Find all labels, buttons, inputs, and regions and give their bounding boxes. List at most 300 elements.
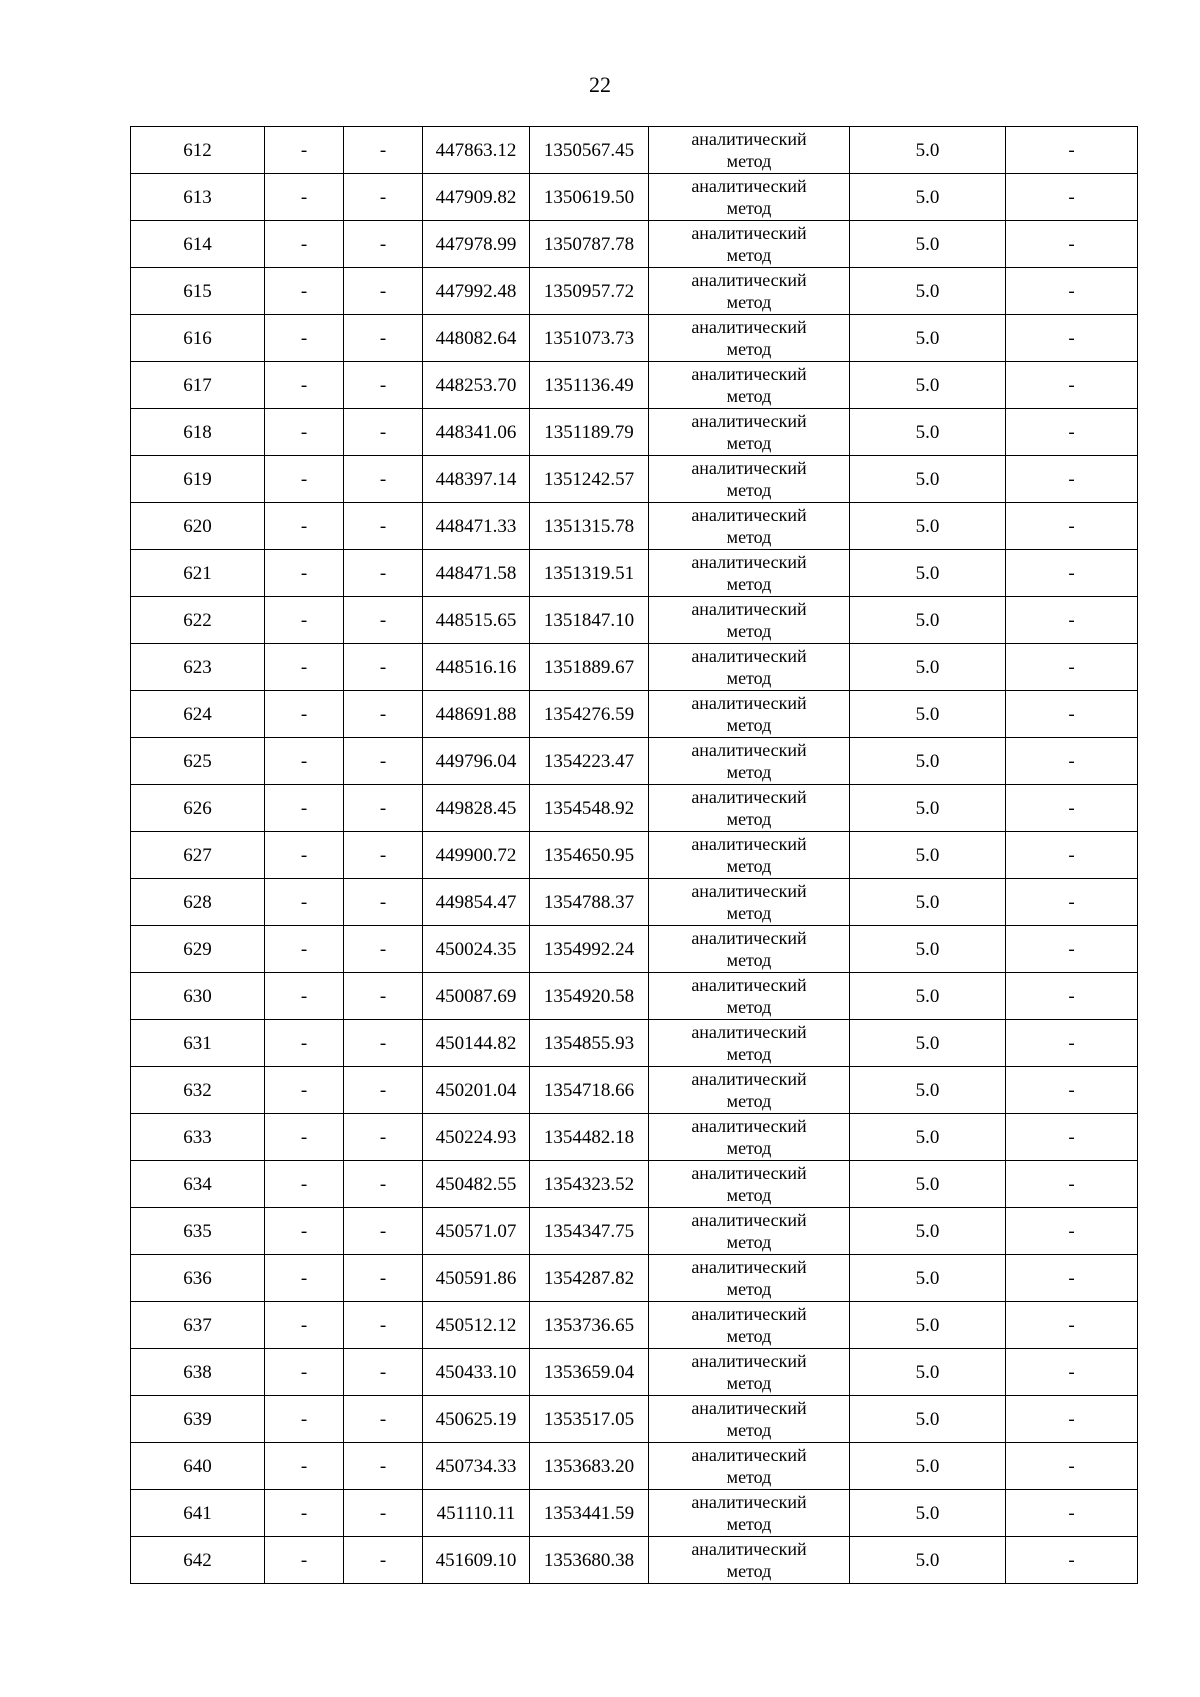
precision-cell: 5.0 — [850, 1161, 1006, 1208]
point-number-cell: 636 — [131, 1255, 265, 1302]
precision-cell: 5.0 — [850, 456, 1006, 503]
x-coordinate-cell: 449900.72 — [423, 832, 530, 879]
x-coordinate-cell: 449828.45 — [423, 785, 530, 832]
empty-dash-cell: - — [344, 362, 423, 409]
precision-cell: 5.0 — [850, 1443, 1006, 1490]
method-cell — [649, 1490, 850, 1537]
method-line-1: аналитический — [691, 458, 807, 478]
y-coordinate-cell: 1351315.78 — [530, 503, 649, 550]
empty-dash-cell: - — [1006, 268, 1138, 315]
y-coordinate-cell: 1350957.72 — [530, 268, 649, 315]
precision-cell: 5.0 — [850, 1302, 1006, 1349]
y-coordinate-cell: 1353736.65 — [530, 1302, 649, 1349]
method-line-2: метод — [726, 1467, 772, 1487]
point-number-cell: 630 — [131, 973, 265, 1020]
table-row — [131, 1255, 1138, 1302]
point-number-cell: 634 — [131, 1161, 265, 1208]
empty-dash-cell: - — [1006, 1255, 1138, 1302]
point-number-cell: 624 — [131, 691, 265, 738]
method-line-2: метод — [726, 480, 772, 500]
table-row — [131, 1208, 1138, 1255]
precision-cell: 5.0 — [850, 1396, 1006, 1443]
point-number-cell: 618 — [131, 409, 265, 456]
x-coordinate-cell: 450625.19 — [423, 1396, 530, 1443]
method-line-2: метод — [726, 950, 772, 970]
method-line-2: метод — [726, 1091, 772, 1111]
empty-dash-cell: - — [265, 926, 344, 973]
method-cell — [649, 409, 850, 456]
empty-dash-cell: - — [1006, 1349, 1138, 1396]
empty-dash-cell: - — [265, 221, 344, 268]
empty-dash-cell: - — [344, 315, 423, 362]
precision-cell: 5.0 — [850, 1490, 1006, 1537]
empty-dash-cell: - — [265, 973, 344, 1020]
point-number-cell: 631 — [131, 1020, 265, 1067]
empty-dash-cell: - — [344, 268, 423, 315]
empty-dash-cell: - — [344, 973, 423, 1020]
x-coordinate-cell: 448341.06 — [423, 409, 530, 456]
empty-dash-cell: - — [344, 1302, 423, 1349]
method-line-2: метод — [726, 1420, 772, 1440]
method-line-1: аналитический — [691, 740, 807, 760]
point-number-cell: 632 — [131, 1067, 265, 1114]
point-number-cell: 613 — [131, 174, 265, 221]
empty-dash-cell: - — [344, 691, 423, 738]
table-row — [131, 456, 1138, 503]
method-line-1: аналитический — [691, 1116, 807, 1136]
method-cell — [649, 362, 850, 409]
point-number-cell: 616 — [131, 315, 265, 362]
precision-cell: 5.0 — [850, 1114, 1006, 1161]
y-coordinate-cell: 1354347.75 — [530, 1208, 649, 1255]
point-number-cell: 622 — [131, 597, 265, 644]
method-cell — [649, 1443, 850, 1490]
method-line-2: метод — [726, 151, 772, 171]
table-row — [131, 315, 1138, 362]
empty-dash-cell: - — [265, 1067, 344, 1114]
method-line-2: метод — [726, 715, 772, 735]
method-line-2: метод — [726, 386, 772, 406]
method-cell — [649, 174, 850, 221]
precision-cell: 5.0 — [850, 1067, 1006, 1114]
precision-cell: 5.0 — [850, 315, 1006, 362]
point-number-cell: 625 — [131, 738, 265, 785]
y-coordinate-cell: 1351073.73 — [530, 315, 649, 362]
empty-dash-cell: - — [344, 174, 423, 221]
empty-dash-cell: - — [344, 1161, 423, 1208]
x-coordinate-cell: 450144.82 — [423, 1020, 530, 1067]
x-coordinate-cell: 450591.86 — [423, 1255, 530, 1302]
method-cell — [649, 127, 850, 174]
y-coordinate-cell: 1353659.04 — [530, 1349, 649, 1396]
method-line-1: аналитический — [691, 223, 807, 243]
method-line-1: аналитический — [691, 176, 807, 196]
method-line-1: аналитический — [691, 1492, 807, 1512]
method-line-2: метод — [726, 339, 772, 359]
method-line-1: аналитический — [691, 1210, 807, 1230]
point-number-cell: 619 — [131, 456, 265, 503]
y-coordinate-cell: 1353517.05 — [530, 1396, 649, 1443]
empty-dash-cell: - — [344, 1443, 423, 1490]
point-number-cell: 617 — [131, 362, 265, 409]
method-cell — [649, 1161, 850, 1208]
x-coordinate-cell: 447909.82 — [423, 174, 530, 221]
method-line-1: аналитический — [691, 364, 807, 384]
empty-dash-cell: - — [344, 221, 423, 268]
point-number-cell: 612 — [131, 127, 265, 174]
empty-dash-cell: - — [265, 1255, 344, 1302]
table-row — [131, 550, 1138, 597]
table-row — [131, 221, 1138, 268]
method-cell — [649, 1020, 850, 1067]
empty-dash-cell: - — [344, 1396, 423, 1443]
y-coordinate-cell: 1353441.59 — [530, 1490, 649, 1537]
table-row — [131, 362, 1138, 409]
empty-dash-cell: - — [344, 503, 423, 550]
empty-dash-cell: - — [265, 1114, 344, 1161]
method-line-1: аналитический — [691, 787, 807, 807]
empty-dash-cell: - — [1006, 409, 1138, 456]
empty-dash-cell: - — [1006, 973, 1138, 1020]
empty-dash-cell: - — [265, 597, 344, 644]
method-line-1: аналитический — [691, 505, 807, 525]
point-number-cell: 615 — [131, 268, 265, 315]
precision-cell: 5.0 — [850, 1537, 1006, 1584]
x-coordinate-cell: 447978.99 — [423, 221, 530, 268]
empty-dash-cell: - — [344, 409, 423, 456]
x-coordinate-cell: 450201.04 — [423, 1067, 530, 1114]
y-coordinate-cell: 1353680.38 — [530, 1537, 649, 1584]
empty-dash-cell: - — [1006, 691, 1138, 738]
y-coordinate-cell: 1350567.45 — [530, 127, 649, 174]
method-line-2: метод — [726, 1373, 772, 1393]
empty-dash-cell: - — [265, 456, 344, 503]
method-line-2: метод — [726, 621, 772, 641]
table-row — [131, 1067, 1138, 1114]
method-cell — [649, 1302, 850, 1349]
method-line-2: метод — [726, 1514, 772, 1534]
y-coordinate-cell: 1350787.78 — [530, 221, 649, 268]
empty-dash-cell: - — [344, 597, 423, 644]
method-cell — [649, 879, 850, 926]
precision-cell: 5.0 — [850, 409, 1006, 456]
x-coordinate-cell: 448397.14 — [423, 456, 530, 503]
y-coordinate-cell: 1351889.67 — [530, 644, 649, 691]
precision-cell: 5.0 — [850, 973, 1006, 1020]
method-line-2: метод — [726, 574, 772, 594]
empty-dash-cell: - — [265, 1302, 344, 1349]
empty-dash-cell: - — [1006, 456, 1138, 503]
method-line-2: метод — [726, 198, 772, 218]
precision-cell: 5.0 — [850, 221, 1006, 268]
method-cell — [649, 738, 850, 785]
method-line-1: аналитический — [691, 1445, 807, 1465]
table-row — [131, 1114, 1138, 1161]
empty-dash-cell: - — [344, 926, 423, 973]
x-coordinate-cell: 450087.69 — [423, 973, 530, 1020]
empty-dash-cell: - — [1006, 597, 1138, 644]
empty-dash-cell: - — [1006, 221, 1138, 268]
table-row — [131, 691, 1138, 738]
method-line-2: метод — [726, 1279, 772, 1299]
y-coordinate-cell: 1354788.37 — [530, 879, 649, 926]
y-coordinate-cell: 1351242.57 — [530, 456, 649, 503]
table-row — [131, 1490, 1138, 1537]
empty-dash-cell: - — [1006, 315, 1138, 362]
method-line-1: аналитический — [691, 646, 807, 666]
method-line-2: метод — [726, 1326, 772, 1346]
x-coordinate-cell: 450482.55 — [423, 1161, 530, 1208]
method-cell — [649, 550, 850, 597]
empty-dash-cell: - — [1006, 1302, 1138, 1349]
method-line-1: аналитический — [691, 1539, 807, 1559]
y-coordinate-cell: 1351136.49 — [530, 362, 649, 409]
table-row — [131, 1161, 1138, 1208]
empty-dash-cell: - — [1006, 1161, 1138, 1208]
x-coordinate-cell: 448253.70 — [423, 362, 530, 409]
y-coordinate-cell: 1351189.79 — [530, 409, 649, 456]
method-line-1: аналитический — [691, 881, 807, 901]
point-number-cell: 641 — [131, 1490, 265, 1537]
precision-cell: 5.0 — [850, 550, 1006, 597]
precision-cell: 5.0 — [850, 597, 1006, 644]
x-coordinate-cell: 450734.33 — [423, 1443, 530, 1490]
y-coordinate-cell: 1351319.51 — [530, 550, 649, 597]
empty-dash-cell: - — [265, 550, 344, 597]
method-cell — [649, 1067, 850, 1114]
table-row — [131, 174, 1138, 221]
point-number-cell: 642 — [131, 1537, 265, 1584]
method-line-1: аналитический — [691, 599, 807, 619]
empty-dash-cell: - — [1006, 644, 1138, 691]
y-coordinate-cell: 1350619.50 — [530, 174, 649, 221]
method-line-1: аналитический — [691, 270, 807, 290]
x-coordinate-cell: 448471.58 — [423, 550, 530, 597]
x-coordinate-cell: 448082.64 — [423, 315, 530, 362]
table-row — [131, 785, 1138, 832]
table-row — [131, 268, 1138, 315]
method-line-1: аналитический — [691, 411, 807, 431]
empty-dash-cell: - — [265, 503, 344, 550]
empty-dash-cell: - — [1006, 1067, 1138, 1114]
precision-cell: 5.0 — [850, 1020, 1006, 1067]
precision-cell: 5.0 — [850, 503, 1006, 550]
precision-cell: 5.0 — [850, 1208, 1006, 1255]
precision-cell: 5.0 — [850, 362, 1006, 409]
page-number: 22 — [589, 72, 611, 97]
precision-cell: 5.0 — [850, 691, 1006, 738]
empty-dash-cell: - — [344, 1208, 423, 1255]
method-cell — [649, 456, 850, 503]
table-body — [131, 127, 1138, 1584]
x-coordinate-cell: 450024.35 — [423, 926, 530, 973]
empty-dash-cell: - — [344, 738, 423, 785]
empty-dash-cell: - — [344, 1490, 423, 1537]
y-coordinate-cell: 1354482.18 — [530, 1114, 649, 1161]
point-number-cell: 629 — [131, 926, 265, 973]
method-line-1: аналитический — [691, 552, 807, 572]
table-row — [131, 1349, 1138, 1396]
empty-dash-cell: - — [1006, 1537, 1138, 1584]
table-row — [131, 409, 1138, 456]
empty-dash-cell: - — [344, 832, 423, 879]
empty-dash-cell: - — [265, 1490, 344, 1537]
empty-dash-cell: - — [1006, 926, 1138, 973]
table-row — [131, 127, 1138, 174]
empty-dash-cell: - — [265, 1161, 344, 1208]
method-line-1: аналитический — [691, 1398, 807, 1418]
empty-dash-cell: - — [265, 1020, 344, 1067]
method-cell — [649, 268, 850, 315]
table-row — [131, 926, 1138, 973]
empty-dash-cell: - — [1006, 1114, 1138, 1161]
empty-dash-cell: - — [344, 644, 423, 691]
method-line-2: метод — [726, 1561, 772, 1581]
method-cell — [649, 1537, 850, 1584]
point-number-cell: 628 — [131, 879, 265, 926]
point-number-cell: 635 — [131, 1208, 265, 1255]
precision-cell: 5.0 — [850, 268, 1006, 315]
empty-dash-cell: - — [1006, 1020, 1138, 1067]
empty-dash-cell: - — [1006, 550, 1138, 597]
method-cell — [649, 644, 850, 691]
x-coordinate-cell: 449796.04 — [423, 738, 530, 785]
y-coordinate-cell: 1353683.20 — [530, 1443, 649, 1490]
empty-dash-cell: - — [265, 268, 344, 315]
y-coordinate-cell: 1354855.93 — [530, 1020, 649, 1067]
precision-cell: 5.0 — [850, 127, 1006, 174]
empty-dash-cell: - — [1006, 1490, 1138, 1537]
point-number-cell: 627 — [131, 832, 265, 879]
empty-dash-cell: - — [265, 362, 344, 409]
method-line-2: метод — [726, 1138, 772, 1158]
empty-dash-cell: - — [265, 127, 344, 174]
x-coordinate-cell: 451110.11 — [423, 1490, 530, 1537]
method-line-1: аналитический — [691, 1304, 807, 1324]
precision-cell: 5.0 — [850, 644, 1006, 691]
y-coordinate-cell: 1354992.24 — [530, 926, 649, 973]
table-row — [131, 1443, 1138, 1490]
empty-dash-cell: - — [265, 315, 344, 362]
precision-cell: 5.0 — [850, 1349, 1006, 1396]
table-row — [131, 1020, 1138, 1067]
method-line-2: метод — [726, 997, 772, 1017]
empty-dash-cell: - — [265, 1443, 344, 1490]
method-line-1: аналитический — [691, 975, 807, 995]
method-line-1: аналитический — [691, 834, 807, 854]
empty-dash-cell: - — [1006, 1208, 1138, 1255]
method-line-2: метод — [726, 856, 772, 876]
empty-dash-cell: - — [1006, 785, 1138, 832]
method-cell — [649, 503, 850, 550]
y-coordinate-cell: 1354323.52 — [530, 1161, 649, 1208]
method-line-1: аналитический — [691, 1022, 807, 1042]
x-coordinate-cell: 450512.12 — [423, 1302, 530, 1349]
method-line-1: аналитический — [691, 1351, 807, 1371]
method-cell — [649, 691, 850, 738]
method-line-1: аналитический — [691, 1163, 807, 1183]
x-coordinate-cell: 450433.10 — [423, 1349, 530, 1396]
method-line-2: метод — [726, 292, 772, 312]
precision-cell: 5.0 — [850, 879, 1006, 926]
empty-dash-cell: - — [265, 738, 344, 785]
precision-cell: 5.0 — [850, 1255, 1006, 1302]
table-row — [131, 644, 1138, 691]
y-coordinate-cell: 1354548.92 — [530, 785, 649, 832]
method-cell — [649, 1114, 850, 1161]
method-line-2: метод — [726, 527, 772, 547]
method-cell — [649, 926, 850, 973]
method-line-1: аналитический — [691, 693, 807, 713]
y-coordinate-cell: 1354287.82 — [530, 1255, 649, 1302]
method-line-2: метод — [726, 1185, 772, 1205]
empty-dash-cell: - — [1006, 1396, 1138, 1443]
empty-dash-cell: - — [265, 174, 344, 221]
y-coordinate-cell: 1354920.58 — [530, 973, 649, 1020]
point-number-cell: 633 — [131, 1114, 265, 1161]
coordinates-table — [130, 126, 1138, 1584]
point-number-cell: 639 — [131, 1396, 265, 1443]
y-coordinate-cell: 1354223.47 — [530, 738, 649, 785]
empty-dash-cell: - — [265, 1537, 344, 1584]
x-coordinate-cell: 451609.10 — [423, 1537, 530, 1584]
empty-dash-cell: - — [265, 879, 344, 926]
method-line-1: аналитический — [691, 928, 807, 948]
x-coordinate-cell: 450571.07 — [423, 1208, 530, 1255]
method-line-2: метод — [726, 1044, 772, 1064]
method-cell — [649, 221, 850, 268]
method-line-1: аналитический — [691, 1069, 807, 1089]
y-coordinate-cell: 1351847.10 — [530, 597, 649, 644]
empty-dash-cell: - — [265, 691, 344, 738]
empty-dash-cell: - — [265, 785, 344, 832]
point-number-cell: 621 — [131, 550, 265, 597]
empty-dash-cell: - — [1006, 1443, 1138, 1490]
precision-cell: 5.0 — [850, 785, 1006, 832]
empty-dash-cell: - — [1006, 503, 1138, 550]
precision-cell: 5.0 — [850, 926, 1006, 973]
method-line-2: метод — [726, 903, 772, 923]
table-row — [131, 1396, 1138, 1443]
x-coordinate-cell: 450224.93 — [423, 1114, 530, 1161]
empty-dash-cell: - — [344, 1114, 423, 1161]
empty-dash-cell: - — [265, 832, 344, 879]
x-coordinate-cell: 447863.12 — [423, 127, 530, 174]
empty-dash-cell: - — [1006, 738, 1138, 785]
empty-dash-cell: - — [344, 127, 423, 174]
point-number-cell: 614 — [131, 221, 265, 268]
table-row — [131, 879, 1138, 926]
empty-dash-cell: - — [1006, 879, 1138, 926]
empty-dash-cell: - — [265, 644, 344, 691]
y-coordinate-cell: 1354650.95 — [530, 832, 649, 879]
y-coordinate-cell: 1354276.59 — [530, 691, 649, 738]
method-line-2: метод — [726, 668, 772, 688]
method-cell — [649, 597, 850, 644]
empty-dash-cell: - — [344, 1020, 423, 1067]
method-cell — [649, 1349, 850, 1396]
empty-dash-cell: - — [344, 879, 423, 926]
table-row — [131, 597, 1138, 644]
point-number-cell: 637 — [131, 1302, 265, 1349]
x-coordinate-cell: 447992.48 — [423, 268, 530, 315]
point-number-cell: 620 — [131, 503, 265, 550]
precision-cell: 5.0 — [850, 174, 1006, 221]
method-line-2: метод — [726, 762, 772, 782]
empty-dash-cell: - — [1006, 362, 1138, 409]
empty-dash-cell: - — [1006, 127, 1138, 174]
table-row — [131, 1537, 1138, 1584]
